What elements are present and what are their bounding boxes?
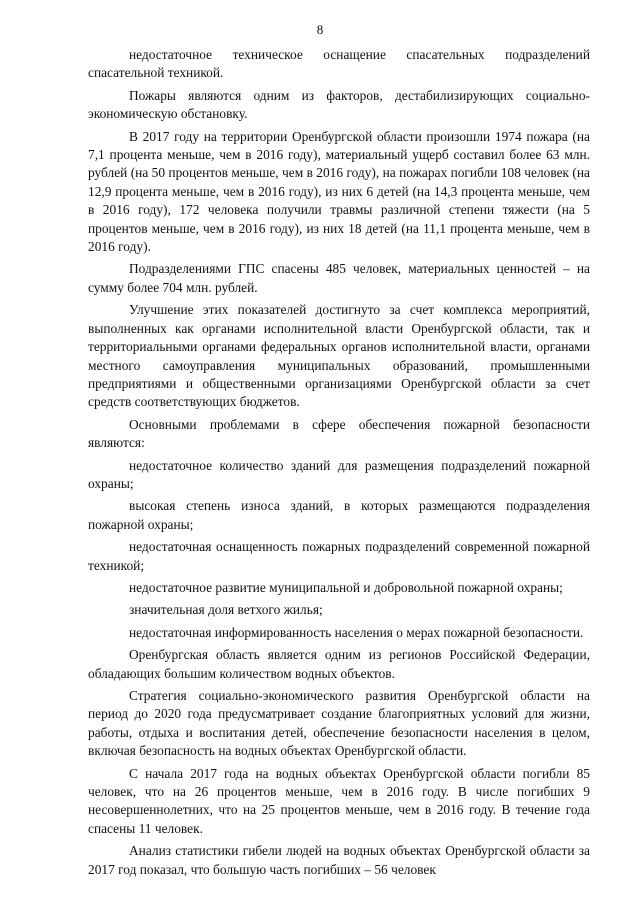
paragraph-1: недостаточное техническое оснащение спасательных подразделений спасательной техникой. <box>88 47 590 81</box>
document-body <box>88 46 590 879</box>
paragraph-5: Улучшение этих показателей достигнуто за счет комплекса мероприятий, выполненных как органами исполнительной власти Оренбургской области, так и территориальными органами федеральных органов исполнительной власти, органами местного самоуправления муниципальных образований, промышленными предприятиями и общественными организациями Оренбургской области за счет средств соответствующих бюджетов. <box>88 302 590 410</box>
list-item-2: высокая степень износа зданий, в которых размещаются подразделения пожарной охраны; <box>88 498 590 532</box>
paragraph-3: В 2017 году на территории Оренбургской области произошли 1974 пожара (на 7,1 процента меньше, чем в 2016 году), материальный ущерб составил более 63 млн. рублей (на 50 процентов меньше, чем в 2016 году), на пожарах погибли 108 человек (на 12,9 процента меньше, чем в 2016 году), из них 6 детей (на 14,3 процента меньше, чем в 2016 году), 172 человека получили травмы различной степени тяжести (на 5 процентов меньше, чем в 2016 году), из них 18 детей (на 11,1 процента меньше, чем в 2016 году). <box>88 128 590 255</box>
paragraph-4: Подразделениями ГПС спасены 485 человек, материальных ценностей – на сумму более 704 млн. рублей. <box>88 261 590 295</box>
paragraph-6: Основными проблемами в сфере обеспечения пожарной безопасности являются: <box>88 416 590 451</box>
paragraph-7: Оренбургская область является одним из регионов Российской Федерации, обладающих большим количеством водных объектов. <box>88 647 590 681</box>
paragraph-9: С начала 2017 года на водных объектах Оренбургской области погибли 85 человек, что на 26 процентов меньше, чем в 2016 году. В числе погибших 9 несовершеннолетних, что на 25 процентов меньше, чем в 2016 году. В течение года спасены 11 человек. <box>88 765 590 836</box>
list-item-4: недостаточное развитие муниципальной и добровольной пожарной охраны; <box>129 579 563 595</box>
list-item-6: недостаточная информированность населения о мерах пожарной безопасности. <box>129 624 584 640</box>
paragraph-8: Стратегия социально-экономического развития Оренбургской области на период до 2020 года предусматривает создание благоприятных условий для жизни, работы, отдыха и воспитания детей, обеспечение безопасности населения в целом, включая безопасность на водных объектах Оренбургской области. <box>88 688 590 759</box>
list-item-1: недостаточное количество зданий для размещения подразделений пожарной охраны; <box>88 457 590 491</box>
list-item-3: недостаточная оснащенность пожарных подразделений современной пожарной техникой; <box>88 539 590 573</box>
paragraph-2: Пожары являются одним из факторов, дестабилизирующих социально-экономическую обстановку. <box>88 87 590 122</box>
page-number: 8 <box>316 22 324 37</box>
paragraph-10: Анализ статистики гибели людей на водных объектах Оренбургской области за 2017 год показал, что большую часть погибших – 56 человек <box>88 843 590 877</box>
list-item-5: значительная доля ветхого жилья; <box>129 602 323 618</box>
